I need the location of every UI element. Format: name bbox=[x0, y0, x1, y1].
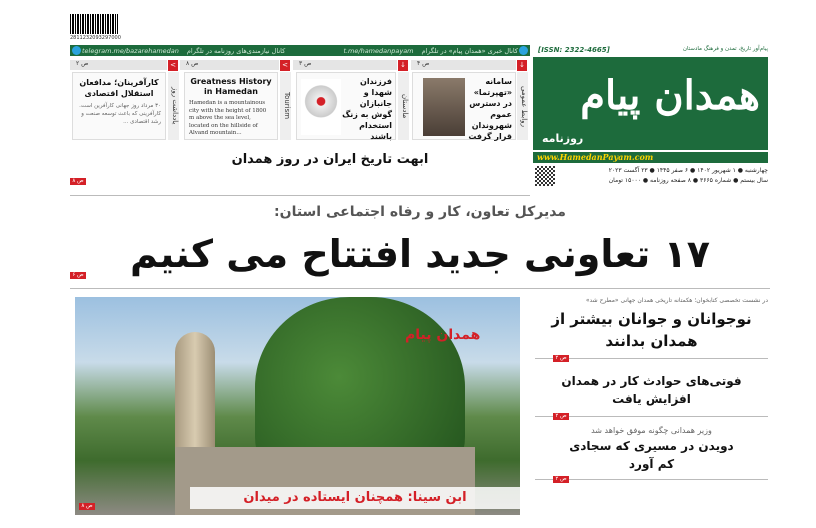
side-column bbox=[535, 297, 768, 483]
teaser-body: ۳۰ مرداد روز جهانی کارآفرین است. کارآفرینی که باعث توسعه صنعت و رشد اقتصادی ... bbox=[79, 103, 161, 125]
channel2-link[interactable]: telegram.me/bazarehamedan bbox=[82, 46, 179, 55]
page-tag: ۲ ص bbox=[553, 476, 569, 483]
teaser-card[interactable] bbox=[184, 72, 278, 140]
divider bbox=[535, 416, 768, 417]
watermark: همدان پیام bbox=[405, 327, 481, 343]
page-tag: ۲ ص bbox=[553, 355, 569, 362]
teaser-card[interactable] bbox=[412, 72, 516, 140]
section-label: روابط عمومی bbox=[517, 72, 528, 140]
share-icon: < bbox=[280, 60, 290, 71]
slogan: پیام‌آور تاریخ، تمدن و فرهنگ ماد‌ستان bbox=[682, 46, 768, 52]
story-headline[interactable]: ابهت تاریخ ایران در روز همدان bbox=[231, 152, 429, 167]
teaser-title: فرزندان شهدا و جانبازان گوش به زنگ استخدام باشند bbox=[342, 77, 392, 141]
teaser-title: کارآفرینان؛ مدافعان استقلال اقتصادی bbox=[79, 78, 159, 98]
illustration bbox=[301, 79, 341, 135]
teaser-body: Hamedan is a mountainous city with the height of 1800 m above the sea level, located on the hillside of Alvand mountain... bbox=[189, 100, 267, 136]
issue-line: سال بیستم ● شماره ۳۶۶۵ ● ۸ صفحه روزنامه ● ۱۵۰۰۰ تومان bbox=[608, 177, 768, 184]
section-label: Tourism bbox=[280, 72, 291, 140]
date-info bbox=[560, 166, 768, 186]
section-label: مادستان bbox=[398, 72, 409, 140]
lead-headline[interactable]: ۱۷ تعاونی جدید افتتاح می کنیم bbox=[130, 232, 710, 276]
telegram-icon bbox=[72, 46, 81, 55]
side-headline[interactable]: فوتی‌های حوادث کار در همدان افزایش یافت bbox=[561, 374, 742, 406]
page-tag: ۶ ص bbox=[70, 272, 86, 279]
issn: [ISSN: 2322-4665] bbox=[538, 46, 610, 54]
divider bbox=[535, 358, 768, 359]
logo-prefix: روزنامه bbox=[542, 132, 584, 145]
share-icon: < bbox=[168, 60, 178, 71]
telegram-bar bbox=[70, 45, 530, 56]
teaser-card[interactable] bbox=[72, 72, 166, 140]
teaser-title: سامانه «تهپرتما» در دسترس عموم شهروندان قرار گرفت bbox=[468, 77, 512, 141]
side-kicker: در نشست تخصصی کتابخوان؛ هکمتانه تاریخی همدان جهانی «مطرح شد» bbox=[585, 297, 768, 304]
website-url[interactable]: www.HamedanPayam.com bbox=[533, 152, 768, 163]
barcode-number: 2811232093297000 bbox=[70, 35, 121, 41]
newspaper-logo: همدان پیام bbox=[580, 72, 760, 119]
main-photo[interactable] bbox=[75, 297, 520, 515]
page-tag: ۸ ص bbox=[180, 60, 279, 70]
divider bbox=[70, 288, 770, 289]
barcode bbox=[70, 14, 118, 34]
arrow-icon: ↓ bbox=[517, 60, 527, 71]
channel1-link[interactable]: t.me/hamedanpayam bbox=[343, 46, 414, 55]
divider bbox=[70, 195, 530, 196]
teaser-card[interactable] bbox=[296, 72, 396, 140]
portrait-photo bbox=[423, 78, 465, 136]
telegram-icon bbox=[519, 46, 528, 55]
arrow-icon: ↓ bbox=[398, 60, 408, 71]
date-line: چهارشنبه ● ۱ شهریور ۱۴۰۲ ● ۶ صفر ۱۴۴۵ ● ۲۳ آگست ۲۰۲۳ bbox=[608, 167, 768, 174]
page-tag: ۸ ص bbox=[70, 178, 86, 185]
page-tag: ۸ ص bbox=[79, 503, 95, 510]
teaser-title: Greatness History in Hamedan bbox=[190, 77, 272, 96]
side-headline[interactable]: نوجوانان و جوانان بیشتر از همدان بدانند bbox=[551, 310, 752, 350]
page-tag: ۲ ص bbox=[70, 60, 167, 70]
page-tag: ۲ ص bbox=[553, 413, 569, 420]
lead-kicker: مدیرکل تعاون، کار و رفاه اجتماعی استان: bbox=[274, 204, 566, 220]
side-headline[interactable]: دویدن در مسیری که سجادی کم آورد bbox=[569, 439, 734, 471]
qr-code bbox=[535, 166, 555, 186]
section-label: یادداشت روز bbox=[168, 72, 179, 140]
photo-caption: ابن سینا: همچنان ایستاده در میدان bbox=[190, 487, 520, 509]
channel1-label: کانال خبری «همدان پیام» در تلگرام bbox=[421, 46, 518, 55]
divider bbox=[535, 479, 768, 480]
page-tag: ۳ ص bbox=[293, 60, 397, 70]
channel2-label: کانال نیازمندی‌های روزنامه در تلگرام bbox=[186, 46, 286, 55]
page-tag: ۴ ص bbox=[411, 60, 516, 70]
side-kicker: وزیر همدانی چگونه موفق خواهد شد bbox=[591, 426, 712, 435]
